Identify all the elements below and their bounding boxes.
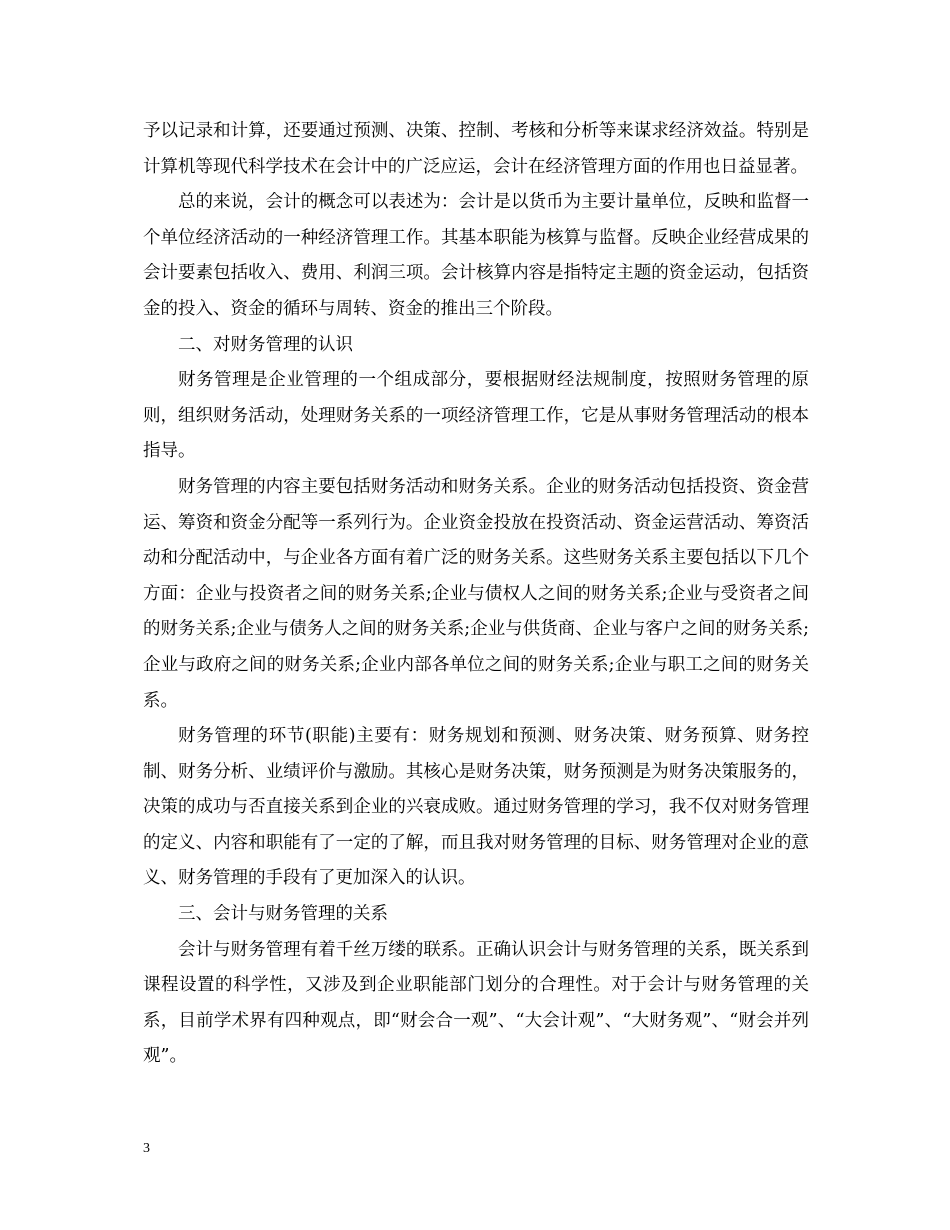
continued-paragraph: 予以记录和计算，还要通过预测、决策、控制、考核和分析等来谋求经济效益。特别是计算机等现代科学技术在会计中的广泛应运，会计在经济管理方面的作用也日益显著。 (143, 121, 809, 177)
section-heading-financial-management: 二、对财务管理的认识 (178, 334, 353, 355)
financial-management-content-paragraph: 财务管理的内容主要包括财务活动和财务关系。企业的财务活动包括投资、资金营运、筹资和资金分配等一系列行为。企业资金投放在投资活动、资金运营活动、筹资活动和分配活动中，与企业各方面有着广泛的财务关系。这些财务关系主要包括以下几个方面：企业与投资者之间的财务关系;企业与债权人之间的财务关系;企业与受资者之间的财务关系;企业与债务人之间的财务关系;企业与供货商、企业与客户之间的财务关系;企业与政府之间的财务关系;企业内部各单位之间的财务关系;企业与职工之间的财务关系。 (143, 476, 809, 711)
accounting-concept-paragraph: 总的来说，会计的概念可以表述为：会计是以货币为主要计量单位，反映和监督一个单位经济活动的一种经济管理工作。其基本职能为核算与监督。反映企业经营成果的会计要素包括收入、费用、利润三项。会计核算内容是指特定主题的资金运动，包括资金的投入、资金的循环与周转、资金的推出三个阶段。 (143, 192, 809, 319)
financial-management-functions-paragraph: 财务管理的环节(职能)主要有：财务规划和预测、财务决策、财务预算、财务控制、财务分析、业绩评价与激励。其核心是财务决策，财务预测是为财务决策服务的，决策的成功与否直接关系到企业的兴衰成败。通过财务管理的学习，我不仅对财务管理的定义、内容和职能有了一定的了解，而且我对财务管理的目标、财务管理对企业的意义、财务管理的手段有了更加深入的认识。 (143, 726, 809, 889)
financial-management-definition-paragraph: 财务管理是企业管理的一个组成部分，要根据财经法规制度，按照财务管理的原则，组织财务活动，处理财务关系的一项经济管理工作，它是从事财务管理活动的根本指导。 (143, 370, 809, 462)
page-number: 3 (143, 1141, 150, 1156)
relationship-paragraph: 会计与财务管理有着千丝万缕的联系。正确认识会计与财务管理的关系，既关系到课程设置的科学性，又涉及到企业职能部门划分的合理性。对于会计与财务管理的关系，目前学术界有四种观点，即“财会合一观”、“大会计观”、“大财务观”、“财会并列观”。 (143, 939, 809, 1067)
section-heading-relationship: 三、会计与财务管理的关系 (178, 904, 388, 925)
document-body (143, 114, 809, 1075)
